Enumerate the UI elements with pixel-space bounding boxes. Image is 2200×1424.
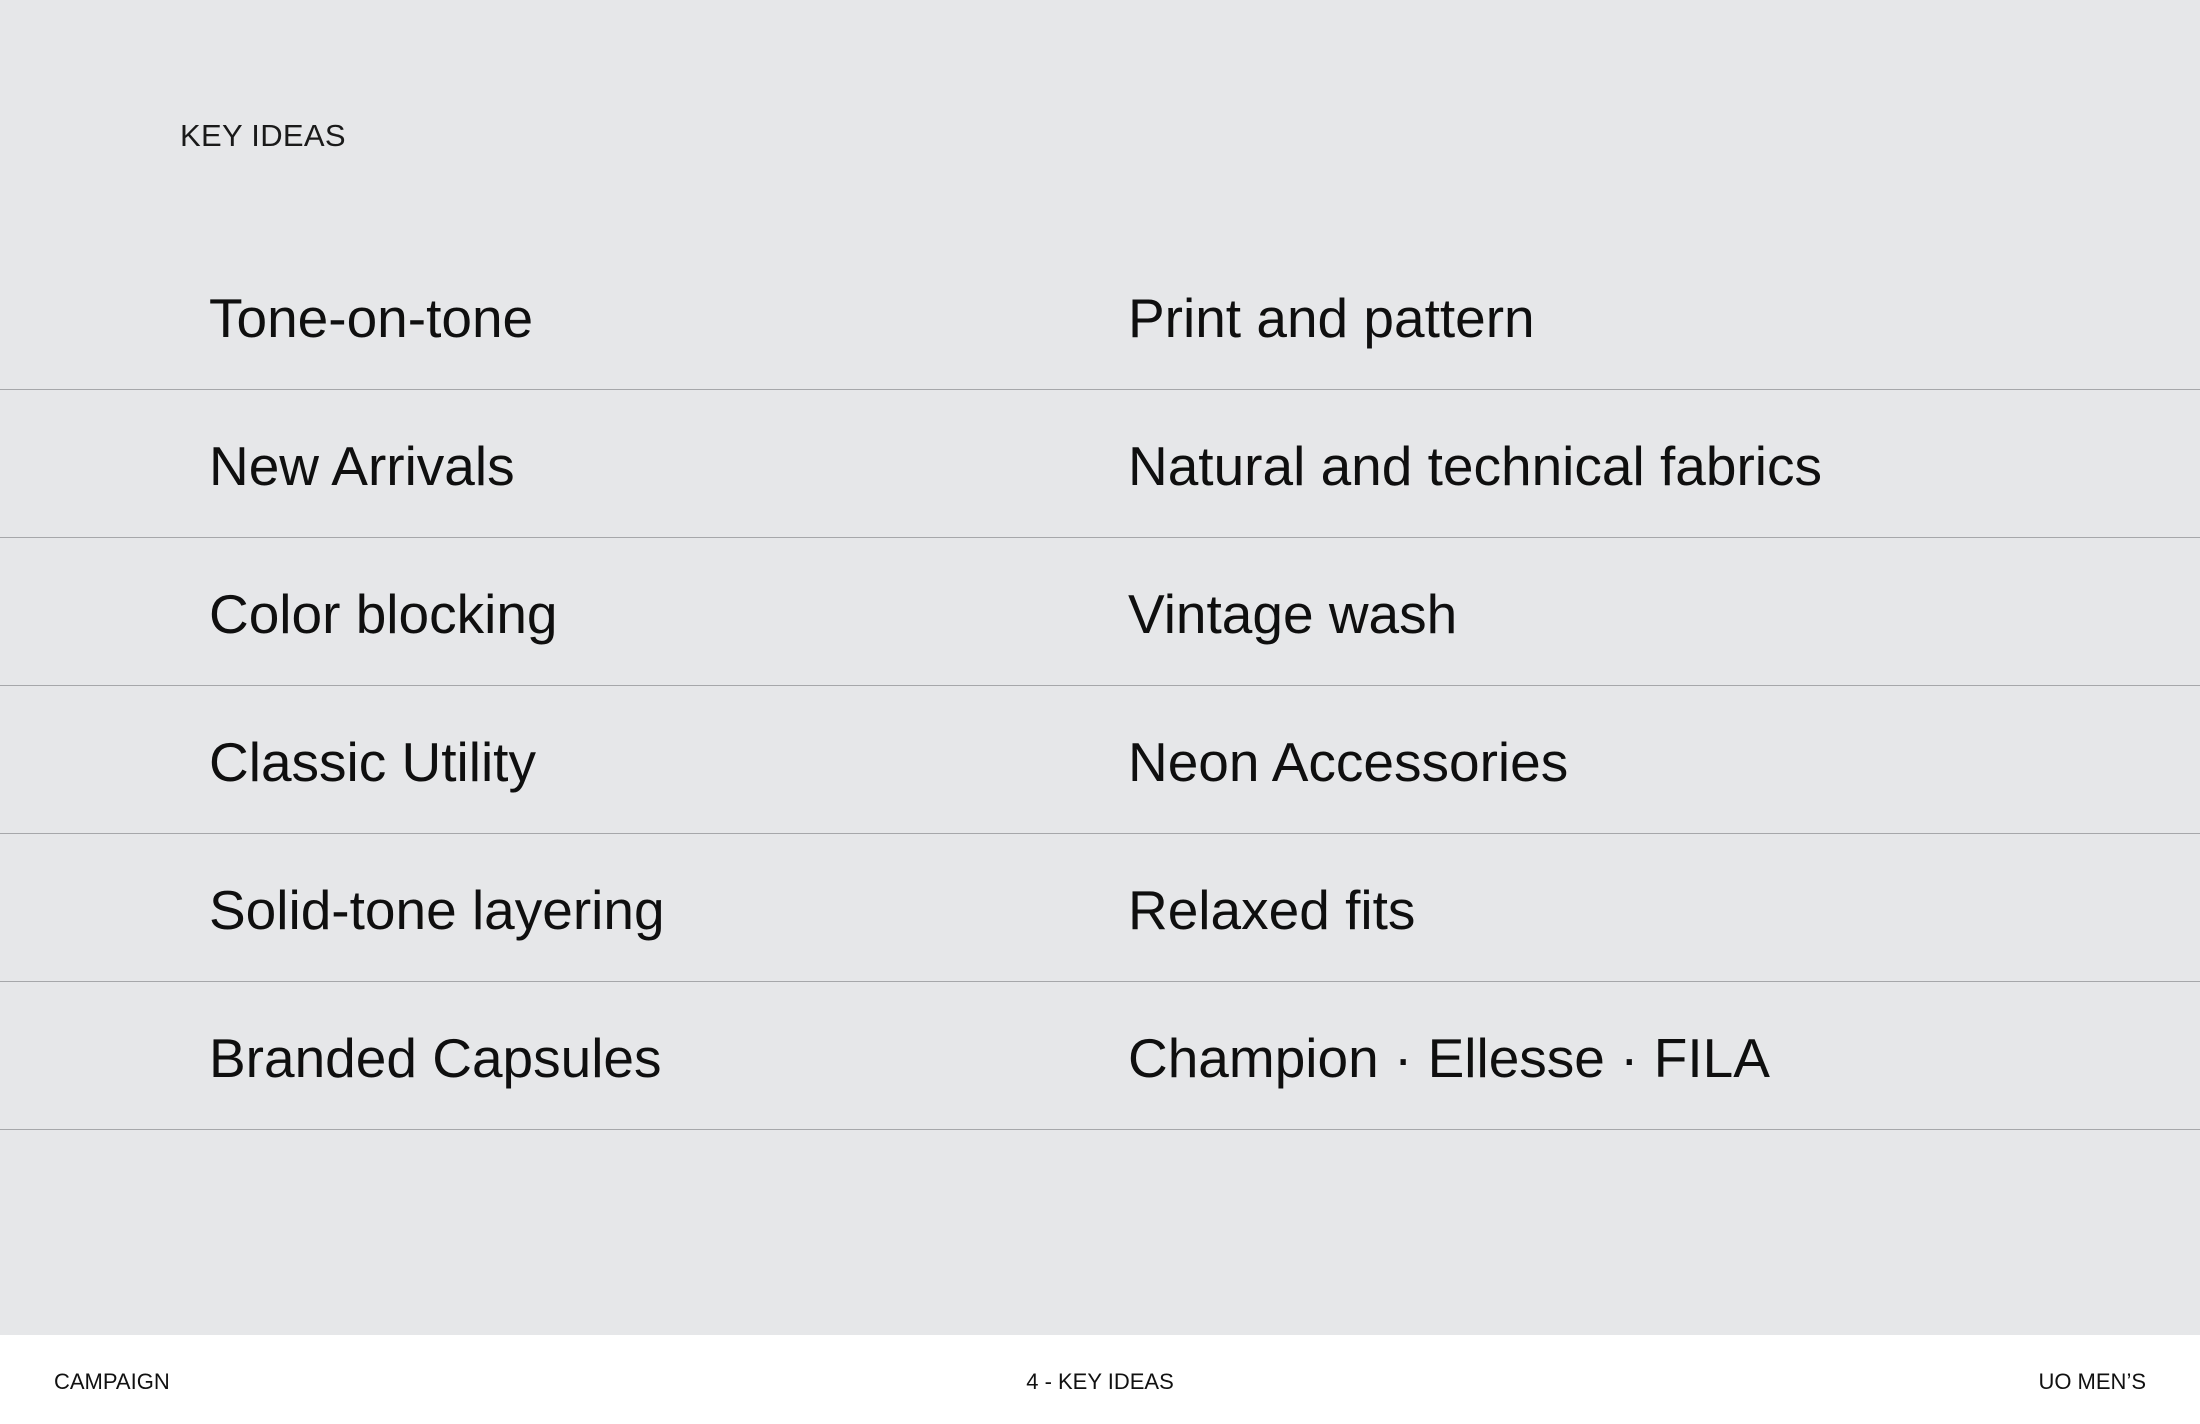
page-title: KEY IDEAS bbox=[180, 118, 346, 153]
key-ideas-list bbox=[0, 242, 2200, 1130]
idea-row bbox=[0, 242, 2200, 390]
idea-right: Relaxed fits bbox=[1128, 879, 1416, 941]
idea-right: Vintage wash bbox=[1128, 583, 1458, 645]
idea-left: Color blocking bbox=[209, 583, 558, 645]
idea-right: Natural and technical fabrics bbox=[1128, 435, 1822, 497]
idea-left: Branded Capsules bbox=[209, 1027, 662, 1089]
idea-row bbox=[0, 390, 2200, 538]
idea-right: Print and pattern bbox=[1128, 287, 1535, 349]
idea-row bbox=[0, 982, 2200, 1130]
footer-page-label: 4 - KEY IDEAS bbox=[1026, 1369, 1174, 1394]
idea-left: New Arrivals bbox=[209, 435, 515, 497]
idea-row bbox=[0, 686, 2200, 834]
idea-row bbox=[0, 834, 2200, 982]
footer-left-label: CAMPAIGN bbox=[54, 1369, 170, 1394]
idea-right: Neon Accessories bbox=[1128, 731, 1569, 793]
idea-right: Champion · Ellesse · FILA bbox=[1128, 1027, 1770, 1089]
idea-left: Classic Utility bbox=[209, 731, 536, 793]
footer bbox=[0, 1335, 2200, 1424]
footer-right-label: UO MEN’S bbox=[2038, 1369, 2146, 1394]
idea-left: Solid-tone layering bbox=[209, 879, 665, 941]
idea-left: Tone-on-tone bbox=[209, 287, 534, 349]
idea-row bbox=[0, 538, 2200, 686]
